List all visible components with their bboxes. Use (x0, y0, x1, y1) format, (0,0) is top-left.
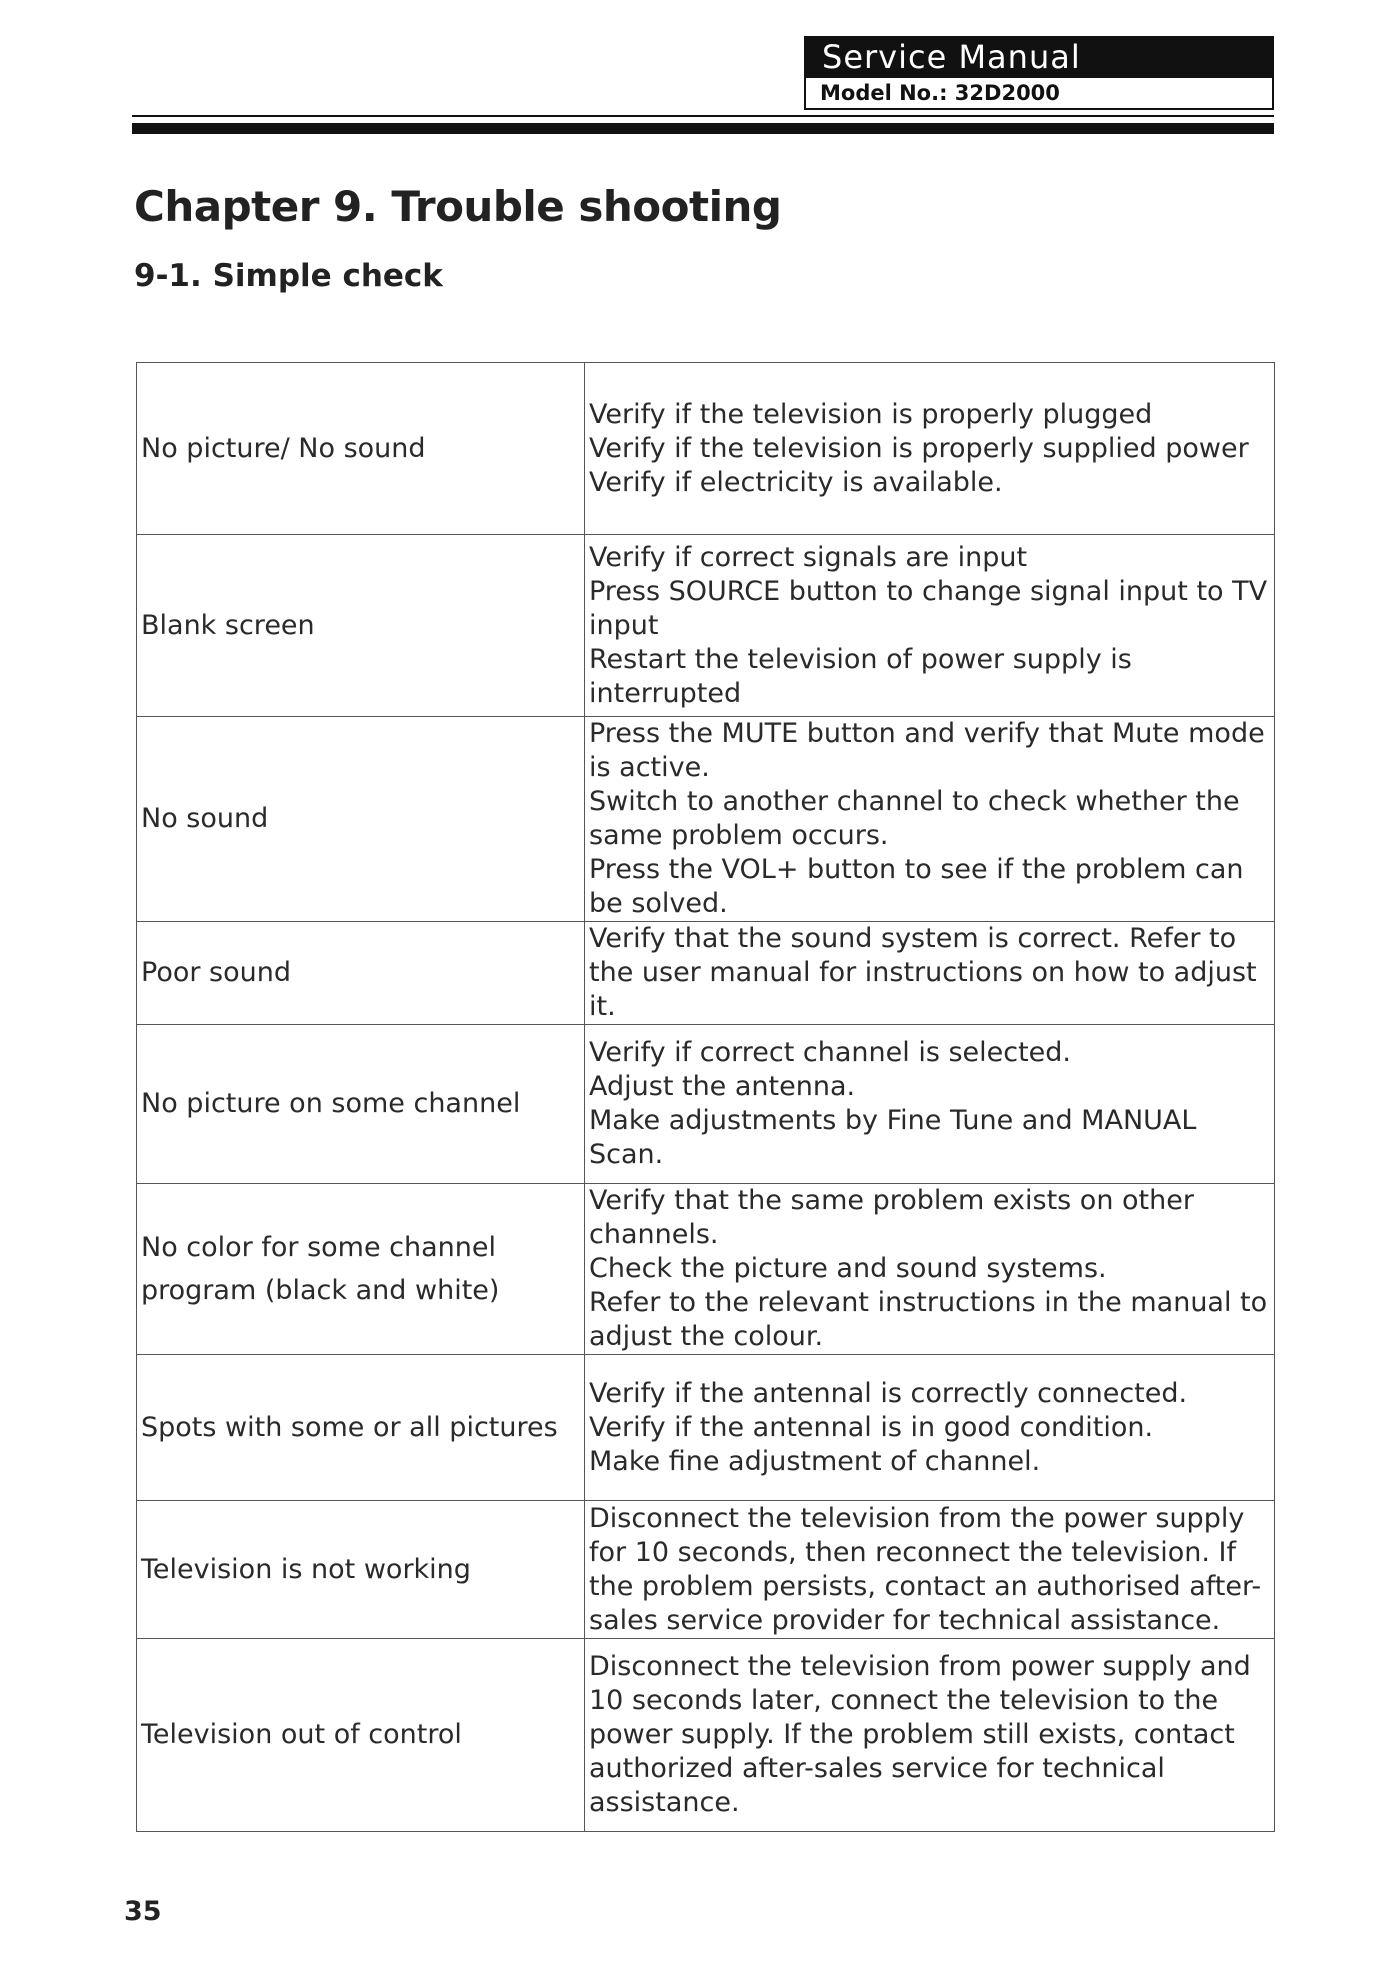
symptom-cell: Poor sound (137, 922, 585, 1025)
table-row (137, 1501, 1275, 1639)
remedy-cell (585, 363, 1275, 535)
remedy-line: Press the VOL+ button to see if the problem can be solved. (589, 854, 1244, 919)
symptom-cell: No picture/ No sound (137, 363, 585, 535)
remedy-line: Verify that the sound system is correct. Refer to the user manual for instructions on how to adjust it. (589, 923, 1257, 1022)
symptom-cell: No color for some channel program (black and white) (137, 1184, 585, 1355)
chapter-title: Chapter 9. Trouble shooting (134, 182, 782, 231)
remedy-line: Press SOURCE button to change signal input to TV input (589, 575, 1268, 641)
remedy-line: Verify if the television is properly supplied power (589, 432, 1249, 464)
remedy-line: Make adjustments by Fine Tune and MANUAL Scan. (589, 1105, 1197, 1170)
model-number: Model No.: 32D2000 (804, 78, 1274, 110)
remedy-line: Refer to the relevant instructions in the manual to adjust the colour. (589, 1287, 1268, 1352)
remedy-line: Verify if the antennal is in good condition. (589, 1411, 1154, 1443)
remedy-cell (585, 1355, 1275, 1501)
remedy-cell (585, 535, 1275, 717)
manual-title: Service Manual (804, 36, 1274, 78)
table-row (137, 535, 1275, 717)
page-number: 35 (124, 1896, 162, 1927)
section-title: 9-1. Simple check (134, 258, 443, 294)
remedy-cell (585, 1501, 1275, 1639)
table-row (137, 1639, 1275, 1832)
remedy-line: Disconnect the television from power supply and 10 seconds later, connect the television to the power supply. If the problem still exists, contact authorized after-sales service for technical assistance. (589, 1651, 1251, 1818)
table-row (137, 363, 1275, 535)
table-row (137, 922, 1275, 1025)
remedy-line: Make fine adjustment of channel. (589, 1445, 1041, 1477)
remedy-line: Press the MUTE button and verify that Mute mode is active. (589, 718, 1265, 783)
remedy-cell (585, 717, 1275, 922)
remedy-line: Verify if electricity is available. (589, 466, 1003, 498)
symptom-cell: Blank screen (137, 535, 585, 717)
header-rule-thin (132, 115, 1274, 117)
remedy-cell (585, 1025, 1275, 1184)
trouble-shooting-table (136, 362, 1275, 1832)
header-block (804, 36, 1274, 110)
table-row (137, 1184, 1275, 1355)
symptom-cell: Television out of control (137, 1639, 585, 1832)
header-rule-thick (132, 123, 1274, 134)
symptom-cell: Television is not working (137, 1501, 585, 1639)
symptom-cell: Spots with some or all pictures (137, 1355, 585, 1501)
remedy-cell (585, 922, 1275, 1025)
remedy-line: Verify if correct channel is selected. (589, 1037, 1072, 1068)
remedy-line: Disconnect the television from the power supply for 10 seconds, then reconnect the television. If the problem persists, contact an authorised after-sales service provider for technical assistance. (589, 1502, 1262, 1636)
remedy-line: Verify if correct signals are input (589, 541, 1028, 573)
remedy-line: Verify if the television is properly plugged (589, 398, 1153, 430)
remedy-line: Verify that the same problem exists on other channels. (589, 1185, 1194, 1250)
remedy-line: Check the picture and sound systems. (589, 1253, 1107, 1284)
table-row (137, 1025, 1275, 1184)
symptom-cell: No sound (137, 717, 585, 922)
remedy-line: Restart the television of power supply is interrupted (589, 643, 1132, 709)
remedy-line: Adjust the antenna. (589, 1071, 856, 1102)
remedy-line: Switch to another channel to check whether the same problem occurs. (589, 786, 1240, 851)
table-row (137, 1355, 1275, 1501)
table-row (137, 717, 1275, 922)
remedy-cell (585, 1639, 1275, 1832)
remedy-cell (585, 1184, 1275, 1355)
symptom-cell: No picture on some channel (137, 1025, 585, 1184)
remedy-line: Verify if the antennal is correctly connected. (589, 1377, 1188, 1409)
